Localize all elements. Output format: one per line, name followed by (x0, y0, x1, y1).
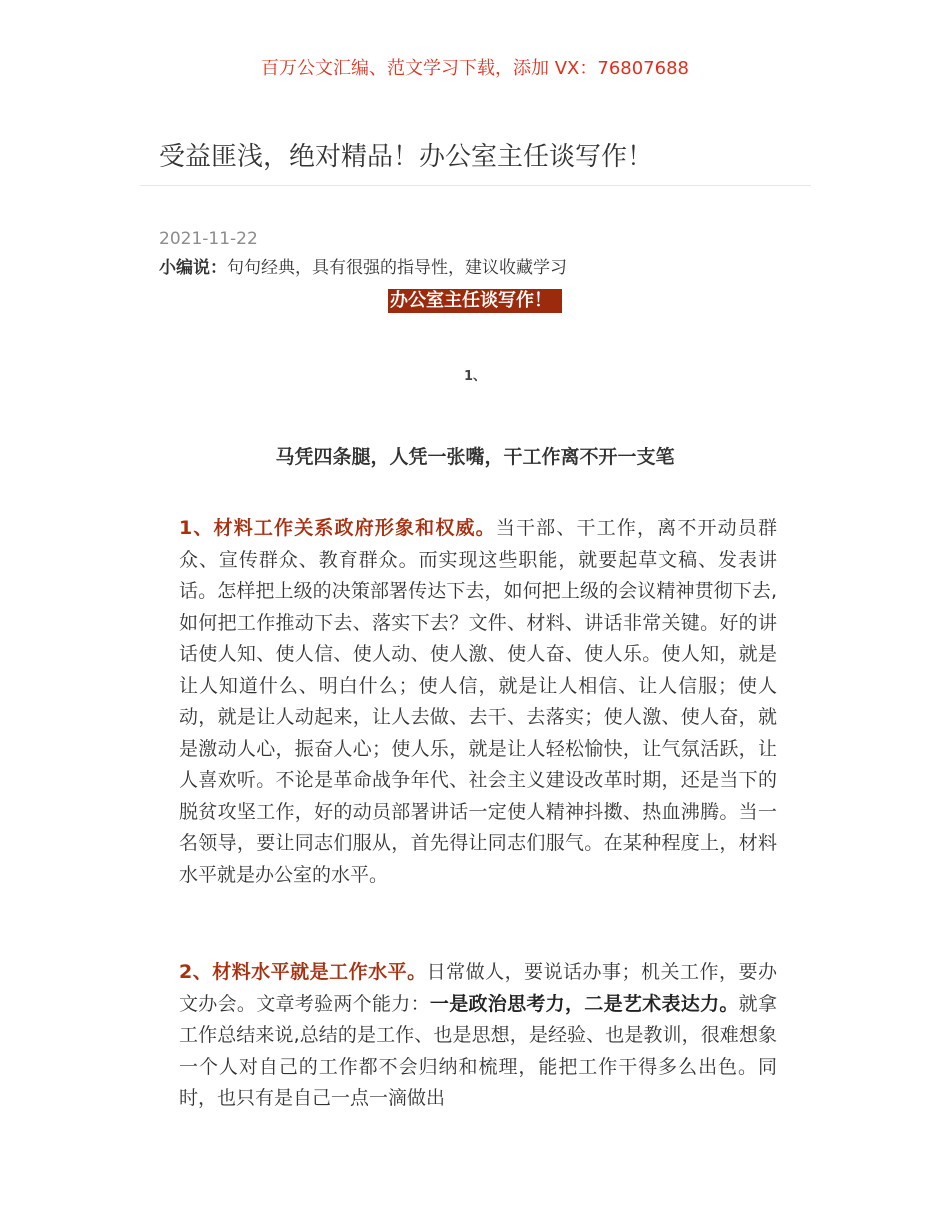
editor-note-text: 句句经典，具有很强的指导性，建议收藏学习 (227, 258, 567, 278)
editor-note-label: 小编说： (159, 258, 227, 278)
paragraph-2-body-before: 日常做人，要说话办事；机关工作，要办文办会。文章考验两个能力： (179, 961, 777, 1015)
section-number: 1、 (463, 369, 487, 384)
paragraph-1-lead: 1、材料工作关系政府形象和权威。 (179, 517, 496, 539)
paragraph-2-emphasis: 一是政治思考力，二是艺术表达力。 (429, 992, 739, 1015)
article-title: 受益匪浅，绝对精品！办公室主任谈写作！ (159, 142, 654, 172)
paragraph-2-body-after: 就拿工作总结来说,总结的是工作、也是思想，是经验、也是教训，很难想象一个人对自己的工作都不会归纳和梳理，能把工作干得多么出色。同时，也只有是自己一点一滴做出 (179, 992, 777, 1109)
editor-note (159, 256, 567, 280)
section-subheading: 马凭四条腿，人凭一张嘴，干工作离不开一支笔 (275, 446, 675, 468)
section-banner-row (0, 289, 950, 313)
title-divider (140, 185, 811, 186)
paragraph-1 (179, 513, 777, 891)
publish-date: 2021-11-22 (159, 229, 258, 249)
paragraph-2-lead: 2、材料水平就是工作水平。 (179, 961, 427, 983)
paragraph-2 (179, 957, 777, 1115)
section-banner: 办公室主任谈写作！ (388, 289, 562, 313)
paragraph-1-body: 当干部、干工作，离不开动员群众、宣传群众、教育群众。而实现这些职能，就要起草文稿、发表讲话。怎样把上级的决策部署传达下去，如何把上级的会议精神贯彻下去,如何把工作推动下去、落实下去？文件、材料、讲话非常关键。好的讲话使人知、使人信、使人动、使人激、使人奋、使人乐。使人知，就是让人知道什么、明白什么；使人信，就是让人相信、让人信服；使人动，就是让人动起来，让人去做、去干、去落实；使人激、使人奋，就是激动人心，振奋人心；使人乐，就是让人轻松愉快，让气氛活跃，让人喜欢听。不论是革命战争年代、社会主义建设改革时期，还是当下的脱贫攻坚工作，好的动员部署讲话一定使人精神抖擞、热血沸腾。当一名领导，要让同志们服从，首先得让同志们服气。在某种程度上，材料水平就是办公室的水平。 (179, 517, 777, 886)
promo-banner: 百万公文汇编、范文学习下载，添加 VX：76807688 (261, 58, 689, 79)
